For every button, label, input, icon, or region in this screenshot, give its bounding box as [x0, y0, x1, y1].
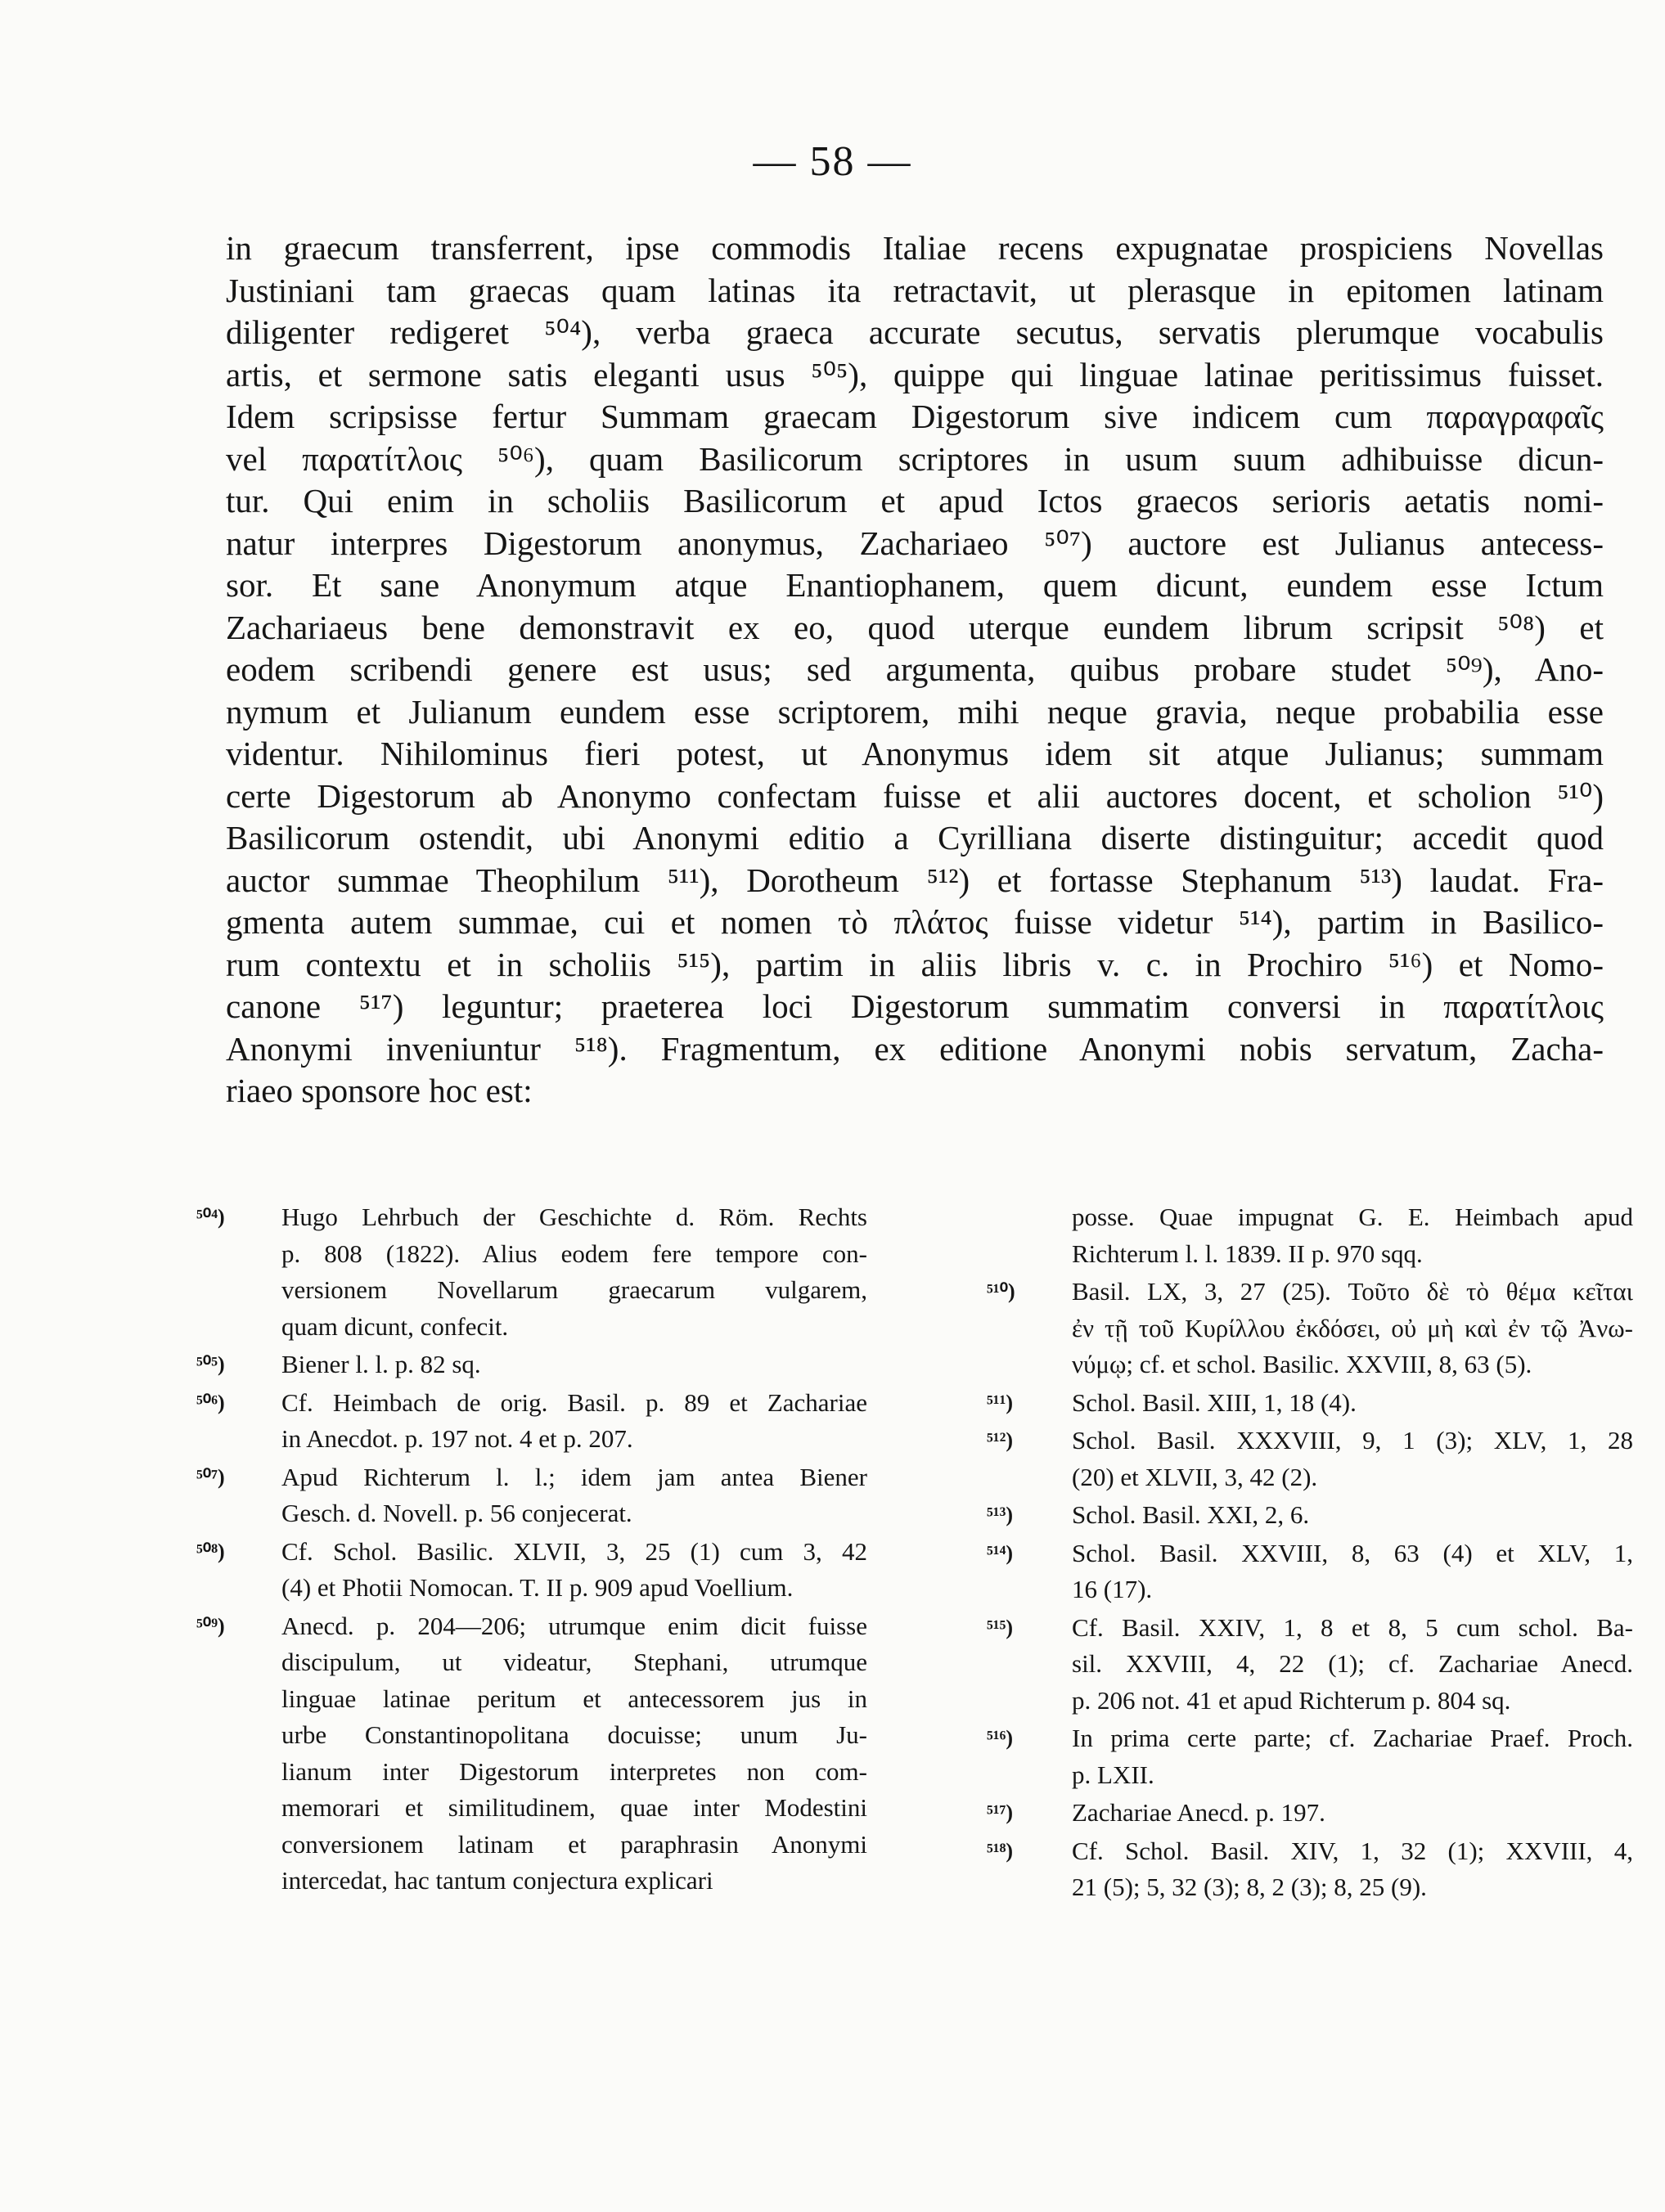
main-text-line: Justiniani tam graecas quam latinas ita retractavit, ut plerasque in epitomen latinam: [226, 271, 1604, 309]
footnote-number: ⁵¹²): [987, 1428, 1014, 1452]
main-text-line: gmenta autem summae, cui et nomen τὸ πλάτος fuisse videtur ⁵¹⁴), partim in Basilico-: [226, 903, 1604, 941]
footnote: [987, 1610, 1633, 1720]
footnote-line: Cf. Schol. Basilic. XLVII, 3, 25 (1) cum 3, 42: [281, 1536, 867, 1566]
footnote-line: posse. Quae impugnat G. E. Heimbach apud: [1072, 1203, 1633, 1231]
page-number: — 58 —: [753, 138, 912, 185]
footnote-line: conversionem latinam et paraphrasin Anonymi: [281, 1829, 867, 1859]
main-text-line: auctor summae Theophilum ⁵¹¹), Dorotheum ⁵¹²) et fortasse Stephanum ⁵¹³) laudat. Fra-: [226, 861, 1604, 899]
footnote-line: ἐν τῇ τοῦ Κυρίλλου ἐκδόσει, οὐ μὴ καὶ ἐν τῷ Ἀνω-: [1072, 1313, 1633, 1342]
footnote-number: ⁵¹³): [987, 1503, 1014, 1526]
footnote-line: (4) et Photii Nomocan. T. II p. 909 apud Voellium.: [281, 1573, 794, 1602]
footnote: [987, 1385, 1633, 1422]
main-text-line: eodem scribendi genere est usus; sed argumenta, quibus probare studet ⁵⁰⁹), Ano-: [226, 650, 1604, 688]
footnote: [987, 1535, 1633, 1608]
main-text-line: nymum et Julianum eundem esse scriptorem, mihi neque gravia, neque probabilia esse: [226, 692, 1604, 731]
main-text-line: rum contextu et in scholiis ⁵¹⁵), partim in aliis libris v. c. in Prochiro ⁵¹⁶) et Nomo-: [226, 945, 1604, 983]
footnote-line: Gesch. d. Novell. p. 56 conjecerat.: [281, 1499, 632, 1527]
main-text-line: diligenter redigeret ⁵⁰⁴), verba graeca accurate secutus, servatis plerumque vocabulis: [226, 313, 1604, 351]
footnote-line: Cf. Schol. Basil. XIV, 1, 32 (1); XXVIII, 4,: [1072, 1836, 1633, 1865]
footnote-line: Richterum l. l. 1839. II p. 970 sqq.: [1072, 1239, 1423, 1268]
footnote: [196, 1534, 867, 1607]
footnote-line: Hugo Lehrbuch der Geschichte d. Röm. Rechts: [281, 1203, 867, 1231]
footnote-line: 21 (5); 5, 32 (3); 8, 2 (3); 8, 25 (9).: [1072, 1873, 1427, 1901]
footnote-line: p. LXII.: [1072, 1760, 1154, 1789]
footnote-line: Schol. Basil. XXXVIII, 9, 1 (3); XLV, 1, 28: [1072, 1426, 1633, 1454]
footnote: [987, 1795, 1633, 1832]
footnote-number: ⁵¹⁰): [987, 1279, 1015, 1303]
footnote-line: linguae latinae peritum et antecessorem jus in: [281, 1684, 867, 1713]
main-text-line: Basilicorum ostendit, ubi Anonymi editio a Cyrilliana diserte distinguitur; accedit quod: [226, 819, 1604, 856]
main-text-line: Anonymi inveniuntur ⁵¹⁸). Fragmentum, ex editione Anonymi nobis servatum, Zacha-: [226, 1029, 1604, 1068]
footnote: [987, 1423, 1633, 1495]
footnote-line: νύμῳ; cf. et schol. Basilic. XXVIII, 8, 63 (5).: [1072, 1350, 1532, 1378]
main-text-line: natur interpres Digestorum anonymus, Zachariaeo ⁵⁰⁷) auctore est Julianus antecess-: [226, 524, 1604, 562]
main-text-line: Idem scripsisse fertur Summam graecam Digestorum sive indicem cum παραγραφαῖς: [226, 398, 1604, 435]
footnote-number: ⁵⁰⁴): [196, 1205, 225, 1229]
footnote-line: Schol. Basil. XIII, 1, 18 (4).: [1072, 1387, 1357, 1417]
footnote-number: ⁵¹⁴): [987, 1540, 1014, 1565]
main-text: [226, 227, 1604, 1113]
footnote-line: versionem Novellarum graecarum vulgarem,: [281, 1275, 867, 1304]
footnote: [987, 1497, 1633, 1534]
footnote-line: p. 206 not. 41 et apud Richterum p. 804 sq.: [1072, 1685, 1511, 1715]
footnote-number: ⁵⁰⁵): [196, 1352, 225, 1376]
main-text-line: tur. Qui enim in scholiis Basilicorum et apud Ictos graecos serioris aetatis nomi-: [226, 482, 1604, 519]
footnote: [196, 1199, 867, 1345]
footnote: [987, 1199, 1633, 1272]
footnote: [196, 1608, 867, 1900]
footnote-line: Cf. Basil. XXIV, 1, 8 et 8, 5 cum schol. Ba-: [1072, 1612, 1633, 1642]
footnote-line: In prima certe parte; cf. Zachariae Praef. Proch.: [1072, 1724, 1633, 1752]
footnote-line: (20) et XLVII, 3, 42 (2).: [1072, 1462, 1318, 1491]
footnote: [196, 1459, 867, 1532]
footnote-line: Basil. LX, 3, 27 (25). Τοῦτο δὲ τὸ θέμα κεῖται: [1072, 1277, 1633, 1306]
main-text-line: in graecum transferrent, ipse commodis Italiae recens expugnatae prospiciens Novellas: [226, 229, 1604, 267]
footnote-line: Zachariae Anecd. p. 197.: [1072, 1798, 1325, 1827]
footnote-line: Schol. Basil. XXVIII, 8, 63 (4) et XLV, 1,: [1072, 1538, 1633, 1567]
footnote-line: discipulum, ut videatur, Stephani, utrumque: [281, 1648, 867, 1676]
footnote-line: Biener l. l. p. 82 sq.: [281, 1350, 481, 1378]
footnote-number: ⁵⁰⁹): [196, 1613, 225, 1638]
main-text-line: artis, et sermone satis eleganti usus ⁵⁰⁵), quippe qui linguae latinae peritissimus fuisset.: [226, 355, 1604, 393]
footnote-line: in Anecdot. p. 197 not. 4 et p. 207.: [281, 1424, 633, 1453]
main-text-line: riaeo sponsore hoc est:: [226, 1072, 533, 1109]
main-text-line: videntur. Nihilominus fieri potest, ut Anonymus idem sit atque Julianus; summam: [226, 735, 1604, 772]
footnotes-right-column: [987, 1199, 1633, 1906]
footnote-line: 16 (17).: [1072, 1575, 1153, 1603]
footnote-line: lianum inter Digestorum interpretes non com-: [281, 1756, 867, 1786]
footnote-line: sil. XXVIII, 4, 22 (1); cf. Zachariae Anecd.: [1072, 1649, 1633, 1678]
footnote: [987, 1274, 1633, 1383]
footnote-line: Anecd. p. 204—206; utrumque enim dicit fuisse: [281, 1611, 867, 1640]
main-text-line: sor. Et sane Anonymum atque Enantiophanem, quem dicunt, eundem esse Ictum: [226, 566, 1604, 604]
footnote-line: Schol. Basil. XXI, 2, 6.: [1072, 1500, 1310, 1529]
footnote-number: ⁵⁰⁷): [196, 1464, 225, 1489]
footnotes-left-column: [196, 1199, 867, 1900]
footnote: [987, 1720, 1633, 1793]
footnote-line: p. 808 (1822). Alius eodem fere tempore con-: [281, 1239, 867, 1268]
footnote: [196, 1385, 867, 1458]
footnote-number: ⁵⁰⁸): [196, 1539, 225, 1563]
footnote-line: Apud Richterum l. l.; idem jam antea Biener: [281, 1462, 867, 1491]
footnote-line: quam dicunt, confecit.: [281, 1311, 509, 1341]
footnote-number: ⁵¹⁸): [987, 1838, 1014, 1863]
main-text-line: Zachariaeus bene demonstravit ex eo, quod uterque eundem librum scripsit ⁵⁰⁸) et: [226, 608, 1604, 646]
footnote: [987, 1833, 1633, 1906]
footnote-number: ⁵¹⁵): [987, 1615, 1014, 1639]
main-text-line: canone ⁵¹⁷) leguntur; praeterea loci Digestorum summatim conversi in παρατίτλοις: [226, 987, 1604, 1025]
footnote-number: ⁵⁰⁶): [196, 1390, 225, 1414]
footnote-line: intercedat, hac tantum conjectura explicari: [281, 1866, 713, 1895]
footnote-line: urbe Constantinopolitana docuisse; unum Ju-: [281, 1720, 867, 1749]
footnote-number: ⁵¹⁶): [987, 1726, 1014, 1750]
footnote-number: ⁵¹⁷): [987, 1801, 1014, 1824]
footnote-line: memorari et similitudinem, quae inter Modestini: [281, 1793, 867, 1822]
main-text-line: vel παρατίτλοις ⁵⁰⁶), quam Basilicorum scriptores in usum suum adhibuisse dicun-: [226, 439, 1604, 478]
footnote-line: Cf. Heimbach de orig. Basil. p. 89 et Zachariae: [281, 1387, 867, 1417]
footnote-number: ⁵¹¹): [987, 1390, 1014, 1414]
main-text-line: certe Digestorum ab Anonymo confectam fuisse et alii auctores docent, et scholion ⁵¹⁰): [226, 776, 1604, 815]
footnote: [196, 1347, 867, 1383]
